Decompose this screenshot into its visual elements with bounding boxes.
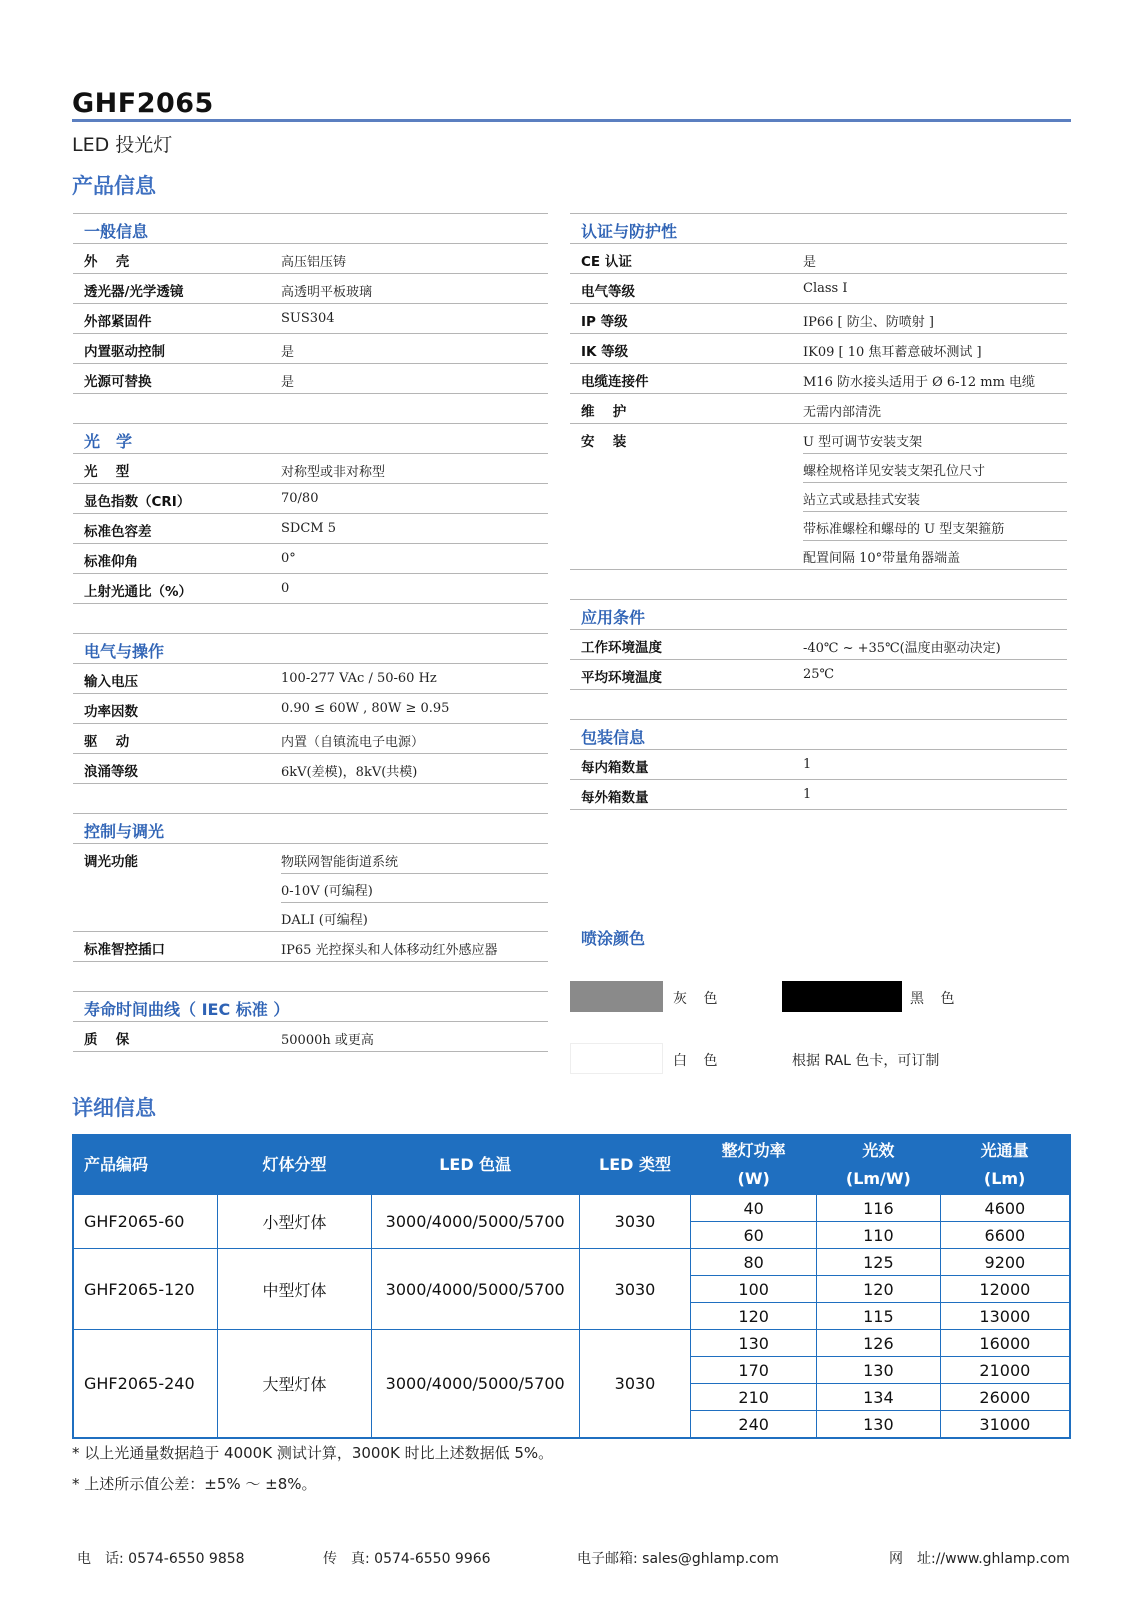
body-type-cell: 大型灯体 [218, 1330, 371, 1439]
detail-table [72, 1134, 1071, 1439]
section-title: 一般信息 [84, 222, 149, 241]
spec-label: 功率因数 [84, 704, 138, 720]
power-cell: 170 [691, 1357, 817, 1384]
page-subtitle: LED 投光灯 [72, 134, 173, 156]
spec-row [570, 244, 1067, 274]
efficacy-cell: 126 [816, 1330, 940, 1357]
spec-row [570, 511, 1067, 540]
flux-cell: 12000 [940, 1276, 1070, 1303]
spec-value: SUS304 [281, 311, 335, 326]
gray-color-label: 灰 色 [673, 991, 724, 1007]
spec-label: 标准智控插口 [84, 942, 165, 958]
section-product-info: 产品信息 [72, 174, 156, 198]
cct-cell: 3000/4000/5000/5700 [371, 1249, 579, 1330]
efficacy-cell: 115 [816, 1303, 940, 1330]
flux-cell: 9200 [940, 1249, 1070, 1276]
flux-cell: 6600 [940, 1222, 1070, 1249]
spec-row [73, 484, 548, 514]
spec-label: 标准仰角 [84, 554, 138, 570]
spec-value: 对称型或非对称型 [281, 465, 386, 480]
flux-cell: 21000 [940, 1357, 1070, 1384]
spec-value: 高压铝压铸 [281, 255, 347, 270]
blank-row [73, 604, 548, 634]
spec-value: 1 [803, 787, 812, 802]
spec-value: IP65 光控探头和人体移动红外感应器 [281, 943, 498, 958]
right-spec-column [570, 213, 1067, 810]
spec-label: 透光器/光学透镜 [84, 284, 184, 300]
spec-row [570, 364, 1067, 394]
spec-row [570, 540, 1067, 570]
spec-row [73, 364, 548, 394]
spec-row [570, 424, 1067, 453]
spec-value: Class Ⅰ [803, 281, 848, 296]
body-type-cell: 小型灯体 [218, 1195, 371, 1249]
footnote-flux: * 以上光通量数据趋于 4000K 测试计算，3000K 时比上述数据低 5%。 [72, 1444, 554, 1462]
table-row [73, 1195, 1070, 1222]
col-header-type: 灯体分型 [218, 1135, 371, 1195]
spec-row [73, 244, 548, 274]
spec-row [73, 754, 548, 784]
footer-fax: 传 真: 0574-6550 9966 [323, 1551, 491, 1567]
spec-label: 每内箱数量 [581, 760, 649, 776]
product-code-cell: GHF2065-120 [73, 1249, 218, 1330]
spec-row [73, 902, 548, 932]
spec-value: 螺栓规格详见安装支架孔位尺寸 [803, 464, 986, 479]
spec-label: 标准色容差 [84, 524, 152, 540]
efficacy-cell: 130 [816, 1411, 940, 1439]
spec-value: 站立式或悬挂式安装 [803, 493, 921, 508]
table-row [73, 1330, 1070, 1357]
product-code-cell: GHF2065-60 [73, 1195, 218, 1249]
spec-row [73, 932, 548, 962]
spec-row [73, 664, 548, 694]
efficacy-cell: 110 [816, 1222, 940, 1249]
spec-label: 光 型 [84, 464, 130, 480]
spec-value: 是 [281, 345, 295, 360]
flux-cell: 13000 [940, 1303, 1070, 1330]
led-type-cell: 3030 [579, 1249, 691, 1330]
product-code-cell: GHF2065-240 [73, 1330, 218, 1439]
gray-color-swatch [570, 981, 663, 1012]
ral-custom-note: 根据 RAL 色卡，可订制 [792, 1053, 940, 1069]
col-header-flux-label: 光通量 [980, 1141, 1029, 1160]
col-header-power-label: 整灯功率 [721, 1141, 786, 1160]
spec-label: 光源可替换 [84, 374, 152, 390]
spec-row [570, 660, 1067, 690]
spec-label: 驱 动 [84, 734, 130, 750]
efficacy-cell: 134 [816, 1384, 940, 1411]
spec-value: 25℃ [803, 667, 835, 682]
col-header-efficacy [816, 1135, 940, 1195]
spec-row [73, 274, 548, 304]
spec-value: SDCM 5 [281, 521, 336, 536]
power-cell: 120 [691, 1303, 817, 1330]
title-rule [72, 119, 1071, 122]
spec-row [570, 482, 1067, 511]
power-cell: 210 [691, 1384, 817, 1411]
spec-label: 安 装 [581, 434, 627, 450]
footer-email[interactable]: 电子邮箱: sales@ghlamp.com [577, 1551, 779, 1567]
efficacy-cell: 120 [816, 1276, 940, 1303]
efficacy-cell: 130 [816, 1357, 940, 1384]
left-spec-column [73, 213, 548, 1052]
spec-value: 无需内部清洗 [803, 405, 882, 420]
blank-row [73, 784, 548, 814]
spec-row [570, 394, 1067, 424]
white-color-label: 白 色 [673, 1053, 724, 1069]
spec-label: 电缆连接件 [581, 374, 649, 390]
black-color-swatch [782, 981, 902, 1012]
section-control [73, 814, 548, 844]
spec-value: 是 [281, 375, 295, 390]
spec-label: 外 壳 [84, 254, 130, 270]
spec-value: 高透明平板玻璃 [281, 285, 373, 300]
table-row [73, 1249, 1070, 1276]
spec-row [73, 1022, 548, 1052]
spec-value: 6kV(差模)，8kV(共模) [281, 765, 418, 780]
spec-row [570, 453, 1067, 482]
spec-label: IK 等级 [581, 344, 629, 360]
spec-row [570, 274, 1067, 304]
spec-label: CE 认证 [581, 254, 632, 270]
spec-value: IK09 [ 10 焦耳蓄意破坏测试 ] [803, 345, 982, 360]
section-title: 控制与调光 [84, 822, 165, 841]
section-optics [73, 424, 548, 454]
spec-value: 100-277 VAc / 50-60 Hz [281, 671, 437, 686]
col-header-flux-unit: (Lm) [983, 1169, 1026, 1188]
spec-row [73, 724, 548, 754]
power-cell: 80 [691, 1249, 817, 1276]
spec-value: IP66 [ 防尘、防喷射 ] [803, 315, 934, 330]
power-cell: 60 [691, 1222, 817, 1249]
spec-row [73, 334, 548, 364]
efficacy-cell: 116 [816, 1195, 940, 1222]
spec-value: DALI (可编程) [281, 913, 368, 928]
section-electrical [73, 634, 548, 664]
col-header-power-unit: (W) [737, 1169, 770, 1188]
flux-cell: 4600 [940, 1195, 1070, 1222]
power-cell: 40 [691, 1195, 817, 1222]
col-header-power [691, 1135, 817, 1195]
spec-value: 0-10V (可编程) [281, 884, 373, 899]
spec-label: 平均环境温度 [581, 670, 662, 686]
section-packaging [570, 720, 1067, 750]
spec-row [570, 750, 1067, 780]
spec-row [73, 873, 548, 902]
blank-row [570, 690, 1067, 720]
spec-label: 浪涌等级 [84, 764, 138, 780]
section-title: 应用条件 [581, 608, 646, 627]
spec-label: 上射光通比（%） [84, 584, 193, 600]
spec-row [73, 304, 548, 334]
spec-value: 70/80 [281, 491, 319, 506]
spec-value: 0.90 ≤ 60W , 80W ≥ 0.95 [281, 701, 450, 716]
section-detail-info: 详细信息 [72, 1096, 156, 1120]
spec-row [73, 514, 548, 544]
body-type-cell: 中型灯体 [218, 1249, 371, 1330]
section-title: 电气与操作 [84, 642, 165, 661]
power-cell: 130 [691, 1330, 817, 1357]
section-paint-title: 喷涂颜色 [581, 929, 646, 948]
spec-value: U 型可调节安装支架 [803, 435, 923, 450]
spec-label: 维 护 [581, 404, 627, 420]
spec-value: 0 [281, 581, 290, 596]
table-header-row [73, 1135, 1070, 1195]
spec-row [570, 334, 1067, 364]
section-title: 寿命时间曲线（ IEC 标准 ） [84, 1000, 290, 1019]
cct-cell: 3000/4000/5000/5700 [371, 1195, 579, 1249]
spec-label: 输入电压 [84, 674, 138, 690]
col-header-cct: LED 色温 [371, 1135, 579, 1195]
cct-cell: 3000/4000/5000/5700 [371, 1330, 579, 1439]
footnote-tolerance: * 上述所示值公差：±5% ～ ±8%。 [72, 1475, 317, 1493]
section-title: 包装信息 [581, 728, 646, 747]
flux-cell: 26000 [940, 1384, 1070, 1411]
blank-row [73, 394, 548, 424]
spec-value: 配置间隔 10°带量角器端盖 [803, 551, 961, 566]
footer-phone: 电 话: 0574-6550 9858 [77, 1551, 245, 1567]
flux-cell: 31000 [940, 1411, 1070, 1439]
spec-label: 外部紧固件 [84, 314, 152, 330]
spec-value: 物联网智能街道系统 [281, 855, 399, 870]
spec-value: 50000h 或更高 [281, 1033, 374, 1048]
spec-row [73, 694, 548, 724]
spec-value: 内置（自镇流电子电源） [281, 735, 425, 750]
spec-label: 内置驱动控制 [84, 344, 165, 360]
spec-value: M16 防水接头适用于 Ø 6-12 mm 电缆 [803, 375, 1036, 390]
col-header-led-type: LED 类型 [579, 1135, 691, 1195]
spec-label: 每外箱数量 [581, 790, 649, 806]
col-header-efficacy-unit: (Lm/W) [845, 1169, 911, 1188]
footer-website[interactable]: 网 址://www.ghlamp.com [889, 1551, 1070, 1567]
section-lifetime [73, 992, 548, 1022]
spec-row [570, 780, 1067, 810]
spec-value: 带标准螺栓和螺母的 U 型支架箍筋 [803, 522, 1005, 537]
section-conditions [570, 600, 1067, 630]
page-title: GHF2065 [72, 88, 214, 119]
black-color-label: 黑 色 [910, 991, 961, 1007]
col-header-efficacy-label: 光效 [862, 1141, 895, 1160]
blank-row [73, 962, 548, 992]
spec-label: 电气等级 [581, 284, 635, 300]
spec-label: 质 保 [84, 1032, 130, 1048]
col-header-flux [940, 1135, 1070, 1195]
spec-value: 1 [803, 757, 812, 772]
spec-row [73, 844, 548, 873]
spec-row [570, 630, 1067, 660]
section-title: 认证与防护性 [581, 222, 678, 241]
spec-label: 调光功能 [84, 854, 138, 870]
spec-label: 显色指数（CRI） [84, 494, 191, 510]
section-title: 光 学 [84, 432, 133, 451]
white-color-swatch [570, 1043, 663, 1074]
spec-row [73, 454, 548, 484]
efficacy-cell: 125 [816, 1249, 940, 1276]
spec-value: 0° [281, 551, 296, 566]
spec-row [570, 304, 1067, 334]
col-header-code: 产品编码 [73, 1135, 218, 1195]
blank-row [570, 570, 1067, 600]
spec-value: -40℃ ~ +35℃(温度由驱动决定) [803, 641, 1001, 656]
spec-label: 工作环境温度 [581, 640, 662, 656]
spec-label: IP 等级 [581, 314, 628, 330]
spec-row [73, 574, 548, 604]
power-cell: 240 [691, 1411, 817, 1439]
power-cell: 100 [691, 1276, 817, 1303]
flux-cell: 16000 [940, 1330, 1070, 1357]
section-cert [570, 214, 1067, 244]
led-type-cell: 3030 [579, 1195, 691, 1249]
led-type-cell: 3030 [579, 1330, 691, 1439]
section-general [73, 214, 548, 244]
spec-row [73, 544, 548, 574]
spec-value: 是 [803, 255, 817, 270]
